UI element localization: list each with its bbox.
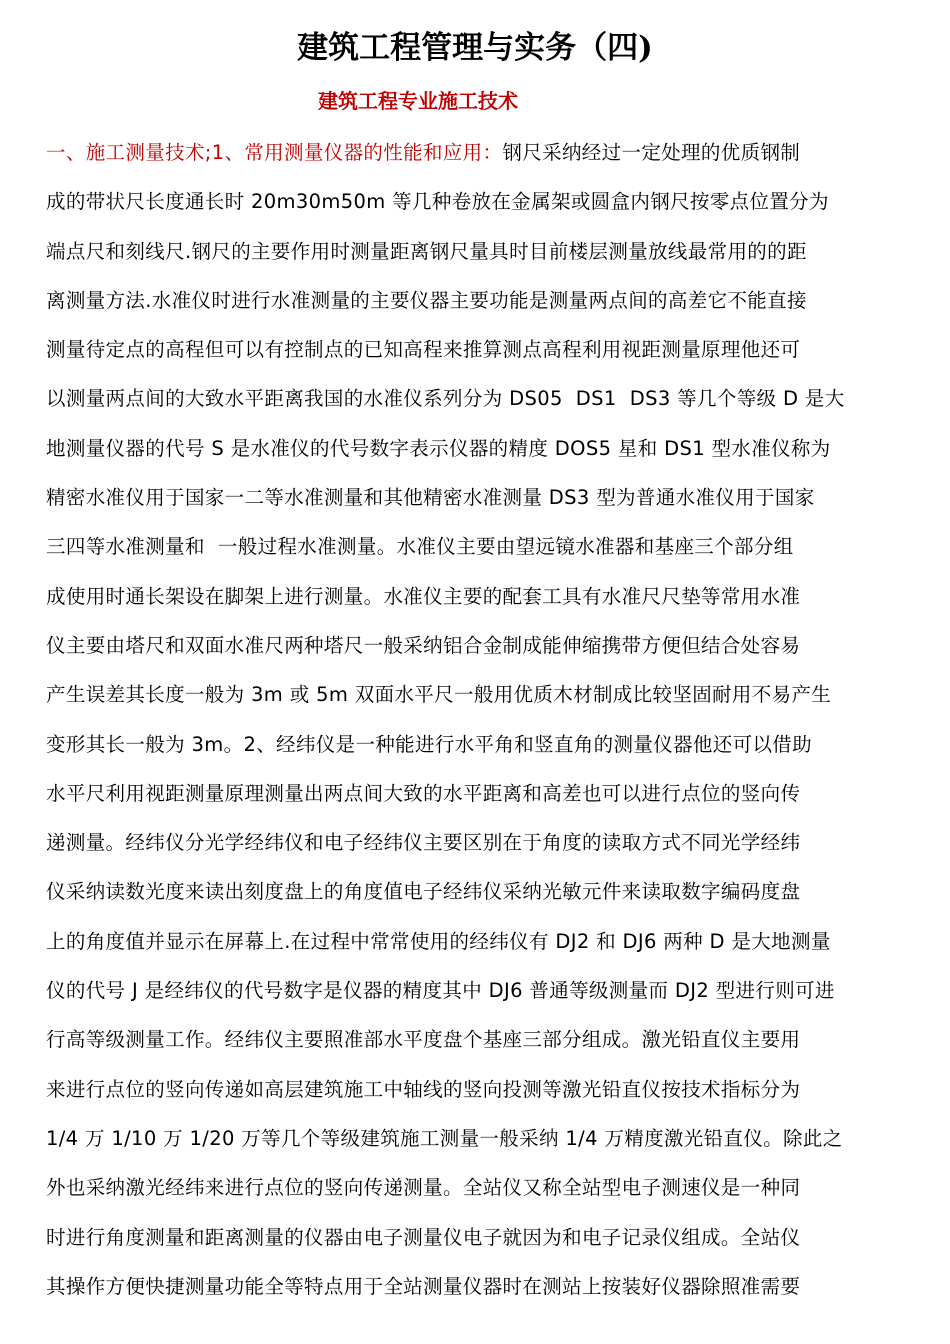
paragraph-line: 来进行点位的竖向传递如高层建筑施工中轴线的竖向投测等激光铅直仪按技术指标分为 [46, 1077, 801, 1101]
paragraph-line [46, 128, 908, 177]
paragraph-line: 1/4 万 1/10 万 1/20 万等几个等级建筑施工测量一般采纳 1/4 万精度激光铅直仪。除此之 [46, 1126, 843, 1150]
paragraph-line: 水平尺利用视距测量原理测量出两点间大致的水平距离和高差也可以进行点位的竖向传 [46, 781, 801, 805]
section-heading: 一、施工测量技术;1、常用测量仪器的性能和应用： [46, 141, 503, 164]
paragraph-line: 变形其长一般为 3m。2、经纬仪是一种能进行水平角和竖直角的测量仪器他还可以借助 [46, 732, 813, 756]
paragraph-line: 仪采纳读数光度来读出刻度盘上的角度值电子经纬仪采纳光敏元件来读取数字编码度盘 [46, 880, 801, 904]
document-title: 建筑工程管理与实务（四) [297, 30, 653, 66]
paragraph-line: 三四等水准测量和 一般过程水准测量。水准仪主要由望远镜水准器和基座三个部分组 [46, 535, 794, 559]
paragraph-line: 测量待定点的高程但可以有控制点的已知高程来推算测点高程利用视距测量原理他还可 [46, 338, 801, 362]
paragraph-line: 其操作方便快捷测量功能全等特点用于全站测量仪器时在测站上按装好仪器除照准需要 [46, 1274, 801, 1298]
paragraph-line: 离测量方法.水准仪时进行水准测量的主要仪器主要功能是测量两点间的高差它不能直接 [46, 288, 807, 312]
paragraph-line: 成使用时通长架设在脚架上进行测量。水准仪主要的配套工具有水准尺尺垫等常用水准 [46, 584, 801, 608]
paragraph-line: 地测量仪器的代号 S 是水准仪的代号数字表示仪器的精度 DOS5 星和 DS1 型水准仪称为 [46, 436, 831, 460]
section-subtitle: 建筑工程专业施工技术 [318, 89, 518, 113]
paragraph-line: 成的带状尺长度通长时 20m30m50m 等几种卷放在金属架或圆盒内钢尺按零点位置分为 [46, 190, 829, 214]
body-paragraph [46, 128, 908, 1311]
paragraph-line: 端点尺和刻线尺.钢尺的主要作用时测量距离钢尺量具时目前楼层测量放线最常用的的距 [46, 239, 807, 263]
paragraph-line: 以测量两点间的大致水平距离我国的水准仪系列分为 DS05 DS1 DS3 等几个等级 D 是大 [46, 387, 845, 411]
paragraph-line: 行高等级测量工作。经纬仪主要照准部水平度盘个基座三部分组成。激光铅直仪主要用 [46, 1028, 801, 1052]
paragraph-line: 产生误差其长度一般为 3m 或 5m 双面水平尺一般用优质木材制成比较坚固耐用不易产生 [46, 683, 832, 707]
paragraph-line: 仪主要由塔尺和双面水准尺两种塔尺一般采纳铝合金制成能伸缩携带方便但结合处容易 [46, 633, 801, 657]
paragraph-line: 仪的代号 J 是经纬仪的代号数字是仪器的精度其中 DJ6 普通等级测量而 DJ2 型进行则可进 [46, 979, 835, 1003]
paragraph-line: 上的角度值并显示在屏幕上.在过程中常常使用的经纬仪有 DJ2 和 DJ6 两种 D 是大地测量 [46, 929, 831, 953]
paragraph-line: 时进行角度测量和距离测量的仪器由电子测量仪电子就因为和电子记录仪组成。全站仪 [46, 1225, 801, 1249]
paragraph-line: 外也采纳激光经纬来进行点位的竖向传递测量。全站仪又称全站型电子测速仪是一种同 [46, 1176, 801, 1200]
paragraph-line: 递测量。经纬仪分光学经纬仪和电子经纬仪主要区别在于角度的读取方式不同光学经纬 [46, 831, 801, 855]
paragraph-line: 精密水准仪用于国家一二等水准测量和其他精密水准测量 DS3 型为普通水准仪用于国家 [46, 486, 815, 510]
paragraph-line-text: 钢尺采纳经过一定处理的优质钢制 [502, 141, 801, 164]
